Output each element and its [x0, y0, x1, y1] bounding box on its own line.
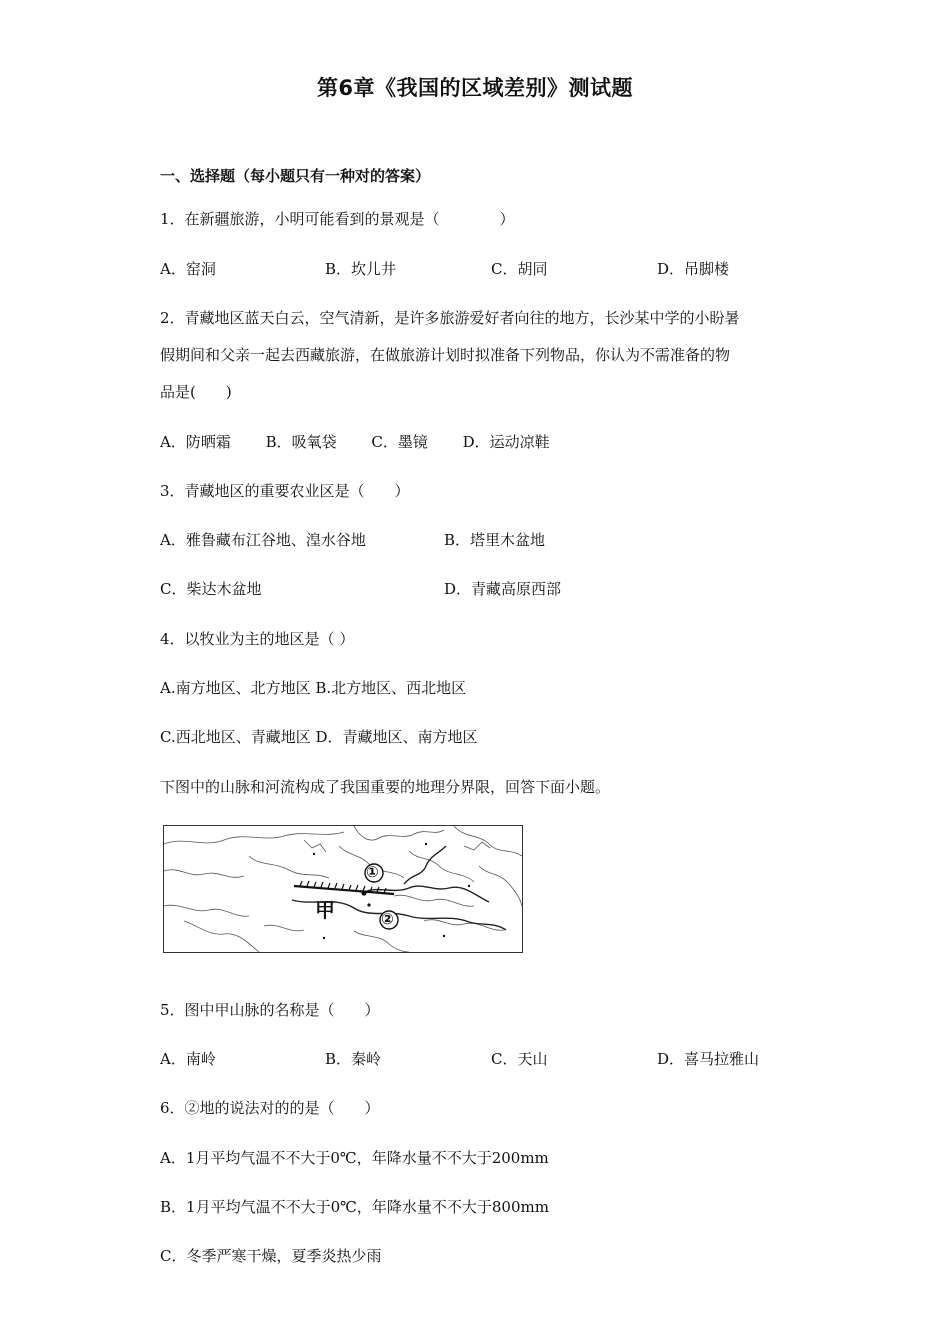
- question-2-stem-line2: 假期间和父亲一起去西藏旅游，在做旅游计划时拟准备下列物品，你认为不需准备的物: [160, 346, 731, 364]
- q6-option-a: A．1月平均气温不不大于0℃，年降水量不不大于200mm: [160, 1149, 549, 1167]
- question-4-stem: 4．以牧业为主的地区是（ ）: [160, 630, 355, 648]
- q6-option-b: B．1月平均气温不不大于0℃，年降水量不不大于800mm: [160, 1198, 549, 1216]
- q4-options-line2: C.西北地区、青藏地区 D．青藏地区、南方地区: [160, 728, 478, 746]
- page-title: 第6章《我国的区域差别》测试题: [316, 76, 634, 100]
- question-1-stem: 1．在新疆旅游，小明可能看到的景观是（ ）: [160, 210, 515, 228]
- q1-option-a: A．窑洞: [160, 260, 216, 278]
- question-2-stem-line3: 品是( ): [160, 383, 232, 401]
- q3-option-d: D．青藏高原西部: [444, 580, 562, 598]
- map-label-1: ①: [366, 863, 379, 881]
- question-3-stem: 3．青藏地区的重要农业区是（ ）: [160, 482, 410, 500]
- q5-option-d: D．喜马拉雅山: [657, 1050, 760, 1068]
- q5-option-a: A．南岭: [160, 1050, 216, 1068]
- q3-option-c: C．柴达木盆地: [160, 580, 262, 598]
- china-map-figure: [163, 825, 523, 953]
- q3-option-b: B．塔里木盆地: [444, 531, 546, 549]
- q4-options-line1: A.南方地区、北方地区 B.北方地区、西北地区: [160, 679, 467, 697]
- map-intro-text: 下图中的山脉和河流构成了我国重要的地理分界限，回答下面小题。: [160, 778, 611, 796]
- q2-options: A．防晒霜 B．吸氧袋 C．墨镜 D．运动凉鞋: [160, 433, 550, 451]
- q1-option-c: C．胡同: [491, 260, 548, 278]
- section-heading: 一、选择题（每小题只有一种对的答案）: [160, 167, 431, 185]
- question-6-stem: 6．②地的说法对的的是（ ）: [160, 1099, 380, 1117]
- map-label-jia: 甲: [315, 898, 335, 922]
- q6-option-c: C．冬季严寒干燥，夏季炎热少雨: [160, 1247, 382, 1265]
- map-label-2: ②: [381, 910, 394, 928]
- q3-option-a: A．雅鲁藏布江谷地、湟水谷地: [160, 531, 366, 549]
- q1-option-d: D．吊脚楼: [657, 260, 730, 278]
- question-2-stem-line1: 2．青藏地区蓝天白云，空气清新，是许多旅游爱好者向往的地方，长沙某中学的小盼暑: [160, 309, 740, 327]
- q1-option-b: B．坎儿井: [325, 260, 397, 278]
- question-5-stem: 5．图中甲山脉的名称是（ ）: [160, 1001, 380, 1019]
- q5-option-c: C．天山: [491, 1050, 548, 1068]
- q5-option-b: B．秦岭: [325, 1050, 382, 1068]
- map-drawing: [164, 826, 522, 952]
